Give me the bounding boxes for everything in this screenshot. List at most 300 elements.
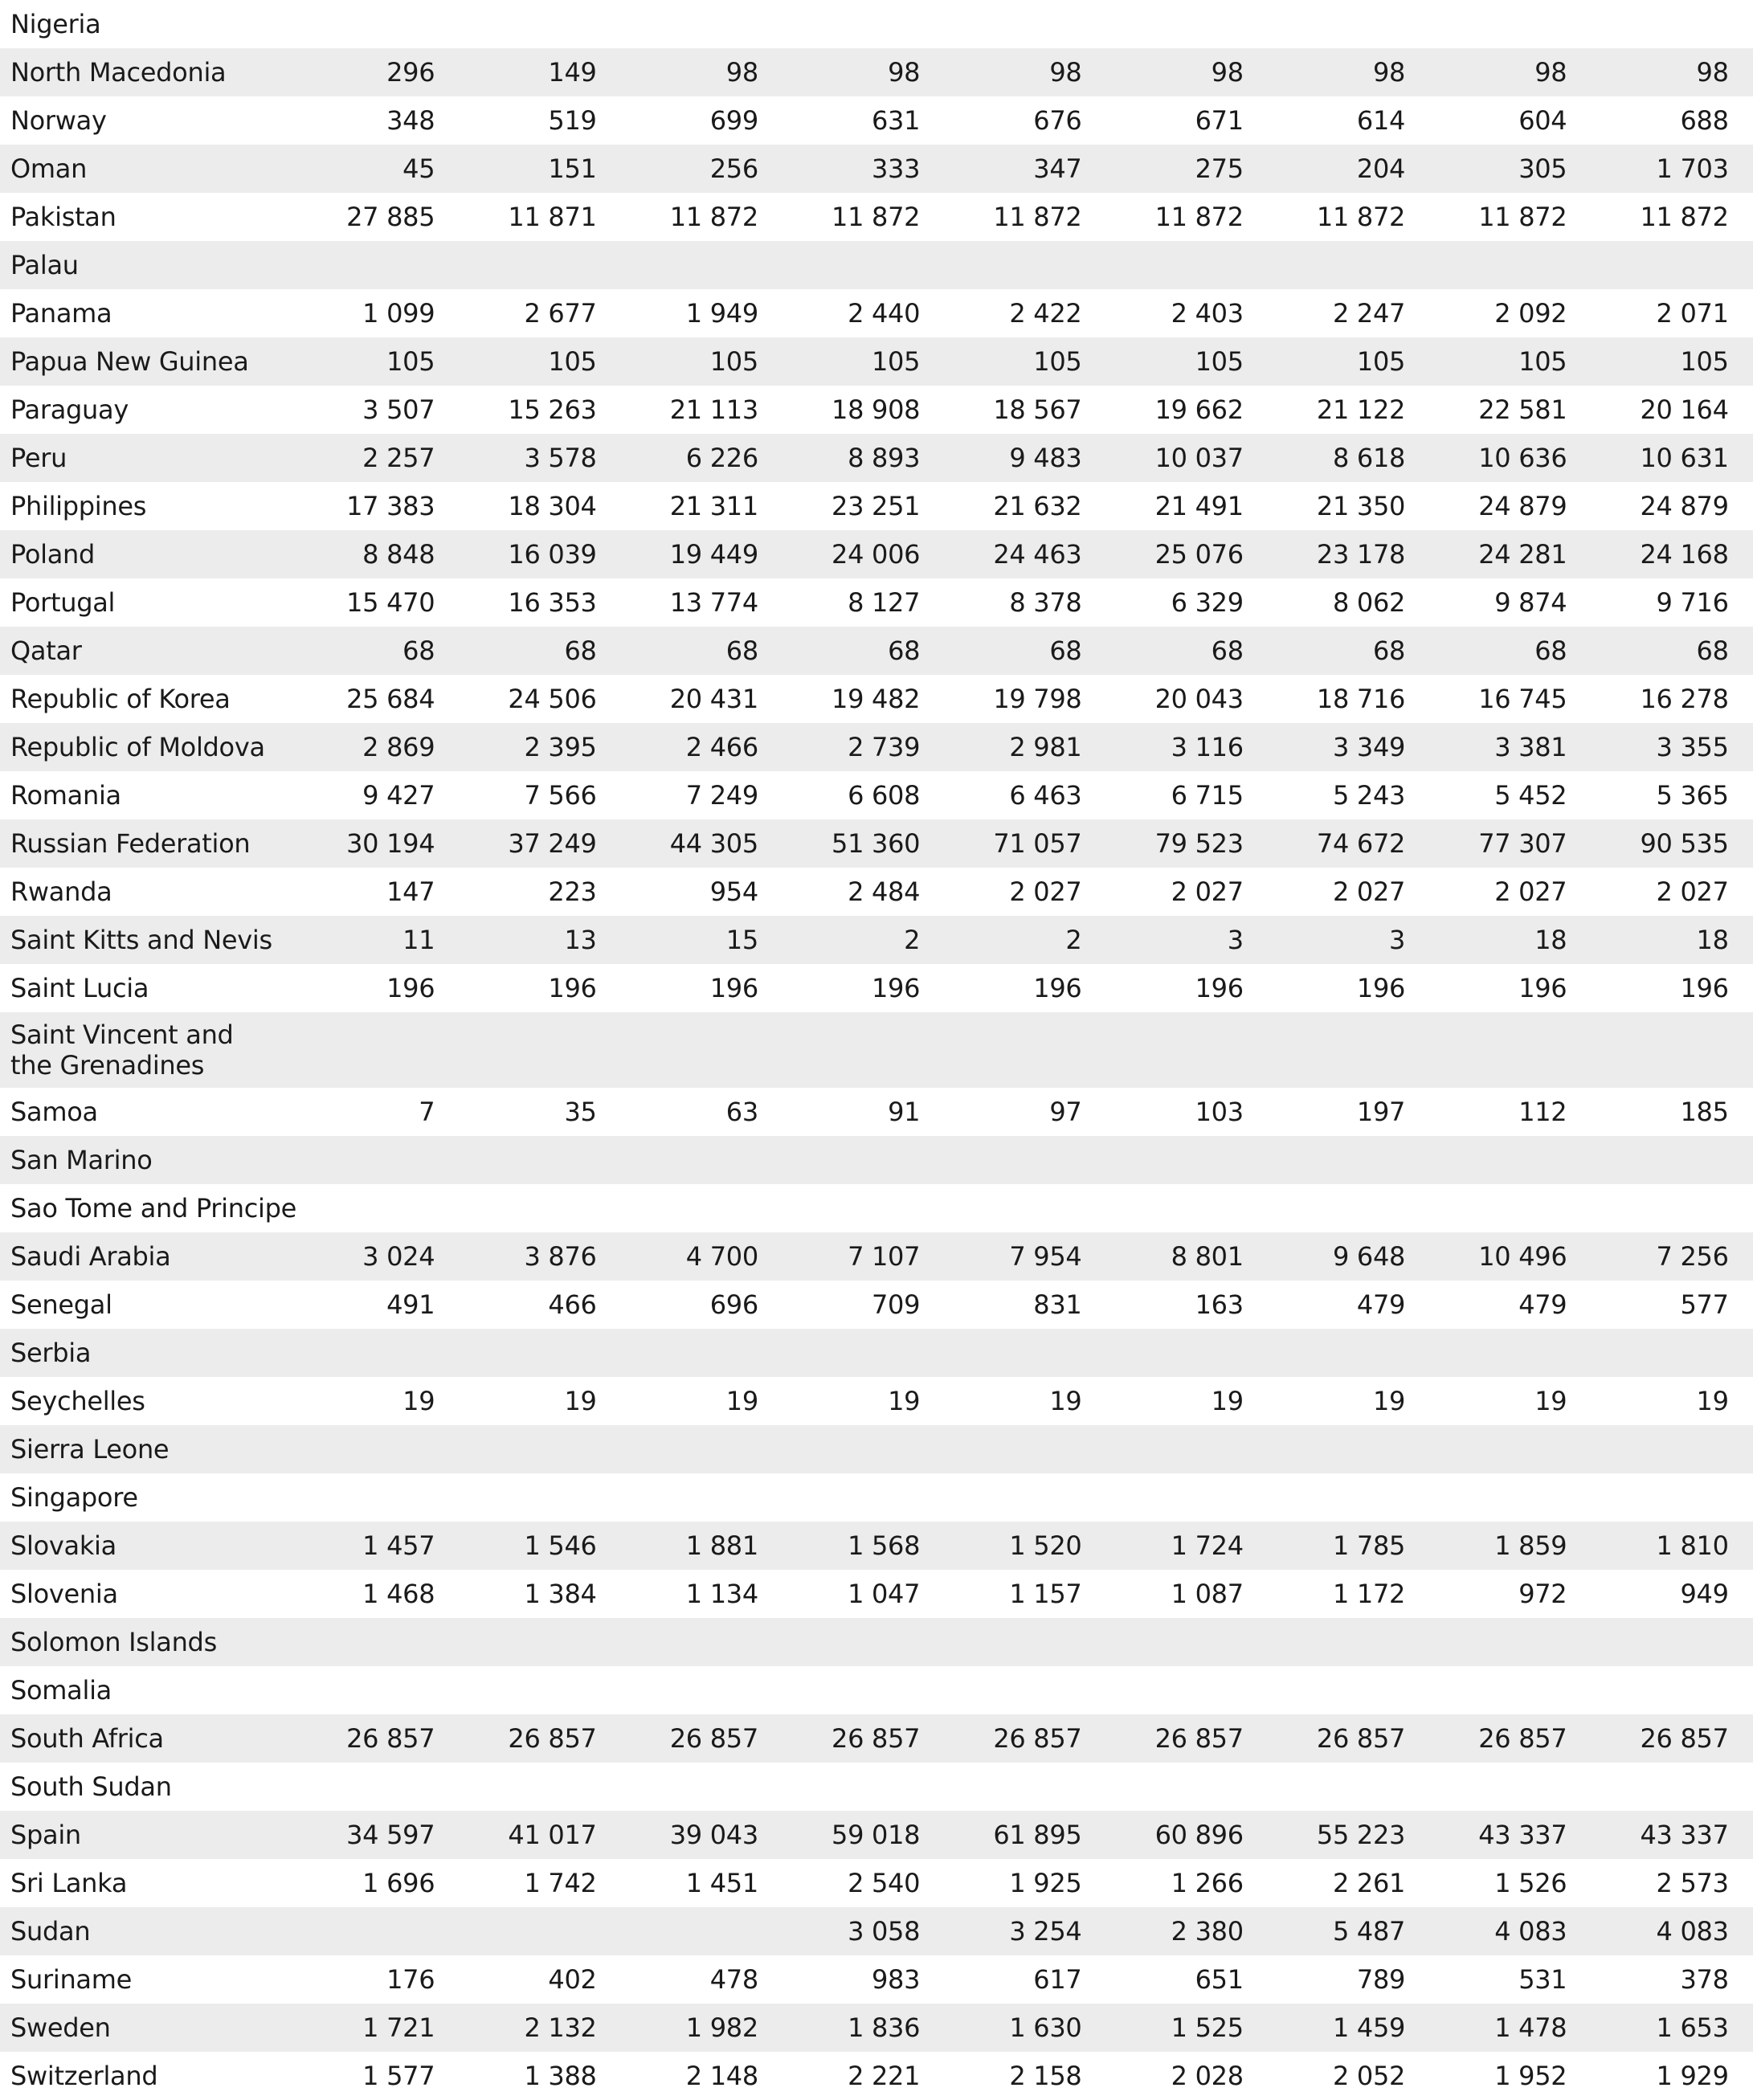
table-cell: 196 (548, 973, 597, 1003)
table-cell: 105 (1195, 346, 1244, 377)
table-cell: 5 365 (1656, 780, 1729, 811)
table-cell: 531 (1518, 1964, 1567, 1995)
table-row (0, 1907, 1753, 1955)
table-cell: 2 221 (848, 2061, 921, 2091)
table-cell: 25 076 (1154, 539, 1244, 570)
table-cell: 1 836 (848, 2012, 921, 2043)
table-cell: 1 929 (1656, 2061, 1729, 2091)
table-cell: 26 857 (1478, 1723, 1567, 1754)
table-cell: 19 (1211, 1386, 1244, 1416)
table-cell: 7 (419, 1097, 435, 1127)
table-row (0, 48, 1753, 96)
table-cell: 2 422 (1009, 298, 1082, 329)
country-name: Palau (10, 250, 79, 280)
table-cell: 1 925 (1009, 1868, 1082, 1898)
table-cell: 5 452 (1494, 780, 1567, 811)
table-cell: 6 329 (1171, 587, 1244, 618)
table-cell: 16 039 (508, 539, 597, 570)
table-cell: 1 630 (1009, 2012, 1082, 2043)
table-row (0, 723, 1753, 771)
table-cell: 16 353 (508, 587, 597, 618)
table-cell: 1 157 (1009, 1579, 1082, 1609)
table-cell: 21 113 (669, 394, 758, 425)
country-name: Spain (10, 1820, 81, 1850)
country-name: Switzerland (10, 2061, 158, 2091)
table-cell: 19 (1696, 1386, 1729, 1416)
table-cell: 63 (725, 1097, 758, 1127)
table-cell: 2 027 (1171, 876, 1244, 907)
table-cell: 7 256 (1656, 1241, 1729, 1272)
table-cell: 35 (564, 1097, 597, 1127)
table-cell: 8 801 (1171, 1241, 1244, 1272)
table-cell: 2 027 (1009, 876, 1082, 907)
table-row (0, 241, 1753, 289)
table-cell: 2 403 (1171, 298, 1244, 329)
country-name: Solomon Islands (10, 1627, 217, 1657)
table-row (0, 96, 1753, 145)
table-cell: 163 (1195, 1289, 1244, 1320)
table-cell: 18 908 (832, 394, 921, 425)
table-row (0, 868, 1753, 916)
table-cell: 1 577 (362, 2061, 435, 2091)
table-cell: 26 857 (1316, 1723, 1406, 1754)
table-cell: 21 311 (669, 491, 758, 521)
table-cell: 651 (1195, 1964, 1244, 1995)
country-name: Sierra Leone (10, 1434, 170, 1465)
country-name: Republic of Moldova (10, 732, 265, 762)
table-cell: 68 (1372, 635, 1406, 666)
table-cell: 185 (1680, 1097, 1729, 1127)
country-name: Peru (10, 443, 67, 473)
table-cell: 3 058 (848, 1916, 921, 1947)
table-cell: 2 132 (524, 2012, 597, 2043)
table-row (0, 1522, 1753, 1570)
table-cell: 98 (1211, 57, 1244, 88)
country-name: Senegal (10, 1289, 112, 1320)
table-cell: 11 872 (1640, 202, 1729, 232)
table-cell: 1 459 (1332, 2012, 1406, 2043)
table-row (0, 1473, 1753, 1522)
table-cell: 59 018 (832, 1820, 921, 1850)
table-cell: 1 384 (524, 1579, 597, 1609)
table-row (0, 1012, 1753, 1088)
table-cell: 71 057 (993, 828, 1082, 859)
table-cell: 1 785 (1332, 1530, 1406, 1561)
table-cell: 972 (1518, 1579, 1567, 1609)
table-row (0, 1425, 1753, 1473)
table-cell: 105 (1680, 346, 1729, 377)
table-cell: 204 (1356, 153, 1406, 184)
table-cell: 18 716 (1316, 684, 1406, 714)
table-cell: 1 451 (685, 1868, 758, 1898)
table-cell: 19 (564, 1386, 597, 1416)
table-cell: 3 507 (362, 394, 435, 425)
table-cell: 671 (1195, 105, 1244, 136)
table-cell: 98 (1534, 57, 1567, 88)
table-row (0, 1666, 1753, 1714)
table-cell: 402 (548, 1964, 597, 1995)
table-cell: 39 043 (669, 1820, 758, 1850)
table-cell: 16 278 (1640, 684, 1729, 714)
table-cell: 105 (872, 346, 921, 377)
table-cell: 196 (386, 973, 435, 1003)
table-cell: 3 876 (524, 1241, 597, 1272)
country-name: Somalia (10, 1675, 112, 1706)
country-name: Philippines (10, 491, 147, 521)
country-name: Singapore (10, 1482, 138, 1513)
table-cell: 2 028 (1171, 2061, 1244, 2091)
table-row (0, 1184, 1753, 1232)
table-cell: 21 632 (993, 491, 1082, 521)
table-cell: 1 525 (1171, 2012, 1244, 2043)
country-name: Nigeria (10, 9, 101, 39)
table-cell: 24 281 (1478, 539, 1567, 570)
table-cell: 333 (872, 153, 921, 184)
table-cell: 19 (1372, 1386, 1406, 1416)
table-cell: 68 (1211, 635, 1244, 666)
table-cell: 98 (1372, 57, 1406, 88)
table-cell: 68 (1049, 635, 1082, 666)
table-cell: 11 (402, 925, 435, 955)
table-cell: 6 463 (1009, 780, 1082, 811)
table-cell: 11 871 (508, 202, 597, 232)
table-cell: 7 566 (524, 780, 597, 811)
country-name: Sri Lanka (10, 1868, 128, 1898)
country-name: South Africa (10, 1723, 164, 1754)
table-cell: 1 546 (524, 1530, 597, 1561)
table-cell: 699 (709, 105, 758, 136)
table-cell: 11 872 (669, 202, 758, 232)
table-cell: 3 254 (1009, 1916, 1082, 1947)
table-row (0, 289, 1753, 337)
table-cell: 3 (1389, 925, 1406, 955)
table-cell: 1 099 (362, 298, 435, 329)
table-cell: 2 981 (1009, 732, 1082, 762)
table-cell: 8 848 (362, 539, 435, 570)
country-name: Portugal (10, 587, 116, 618)
table-cell: 1 388 (524, 2061, 597, 2091)
table-cell: 2 092 (1494, 298, 1567, 329)
table-row (0, 530, 1753, 578)
table-cell: 2 148 (685, 2061, 758, 2091)
table-cell: 7 107 (848, 1241, 921, 1272)
table-row (0, 1763, 1753, 1811)
table-row (0, 482, 1753, 530)
table-cell: 105 (1356, 346, 1406, 377)
table-cell: 77 307 (1478, 828, 1567, 859)
table-cell: 26 857 (346, 1723, 435, 1754)
table-cell: 27 885 (346, 202, 435, 232)
table-cell: 1 468 (362, 1579, 435, 1609)
table-row (0, 2004, 1753, 2052)
table-cell: 631 (872, 105, 921, 136)
table-cell: 9 716 (1656, 587, 1729, 618)
table-cell: 44 305 (669, 828, 758, 859)
country-name: Saint Kitts and Nevis (10, 925, 272, 955)
table-cell: 5 487 (1332, 1916, 1406, 1947)
table-cell: 1 952 (1494, 2061, 1567, 2091)
table-cell: 98 (1696, 57, 1729, 88)
table-row (0, 578, 1753, 627)
country-name: Suriname (10, 1964, 132, 1995)
country-name: Qatar (10, 635, 82, 666)
country-name: Rwanda (10, 876, 112, 907)
table-cell: 1 047 (848, 1579, 921, 1609)
table-cell: 91 (888, 1097, 921, 1127)
table-cell: 2 257 (362, 443, 435, 473)
table-cell: 604 (1518, 105, 1567, 136)
table-cell: 378 (1680, 1964, 1729, 1995)
table-cell: 2 440 (848, 298, 921, 329)
table-cell: 21 491 (1154, 491, 1244, 521)
table-row (0, 2052, 1753, 2100)
table-row (0, 964, 1753, 1012)
table-cell: 13 774 (669, 587, 758, 618)
table-cell: 2 466 (685, 732, 758, 762)
table-cell: 41 017 (508, 1820, 597, 1850)
table-cell: 491 (386, 1289, 435, 1320)
country-name: Sweden (10, 2012, 111, 2043)
table-cell: 5 243 (1332, 780, 1406, 811)
table-cell: 11 872 (993, 202, 1082, 232)
table-cell: 1 520 (1009, 1530, 1082, 1561)
table-row (0, 337, 1753, 386)
table-cell: 2 869 (362, 732, 435, 762)
table-cell: 296 (386, 57, 435, 88)
table-cell: 68 (564, 635, 597, 666)
table-cell: 8 378 (1009, 587, 1082, 618)
table-cell: 10 496 (1478, 1241, 1567, 1272)
table-cell: 954 (709, 876, 758, 907)
table-cell: 149 (548, 57, 597, 88)
table-cell: 478 (709, 1964, 758, 1995)
table-cell: 26 857 (508, 1723, 597, 1754)
table-cell: 68 (725, 635, 758, 666)
table-cell: 20 043 (1154, 684, 1244, 714)
table-cell: 2 380 (1171, 1916, 1244, 1947)
table-cell: 19 (1049, 1386, 1082, 1416)
table-cell: 90 535 (1640, 828, 1729, 859)
table-cell: 676 (1033, 105, 1082, 136)
table-cell: 1 087 (1171, 1579, 1244, 1609)
table-cell: 3 116 (1171, 732, 1244, 762)
table-cell: 6 226 (685, 443, 758, 473)
country-name: Republic of Korea (10, 684, 231, 714)
table-cell: 9 427 (362, 780, 435, 811)
table-cell: 103 (1195, 1097, 1244, 1127)
table-cell: 9 648 (1332, 1241, 1406, 1272)
country-name: Paraguay (10, 394, 129, 425)
table-cell: 2 027 (1494, 876, 1567, 907)
table-cell: 1 703 (1656, 153, 1729, 184)
table-cell: 26 857 (1154, 1723, 1244, 1754)
table-row (0, 1714, 1753, 1763)
table-cell: 37 249 (508, 828, 597, 859)
table-cell: 24 463 (993, 539, 1082, 570)
country-name: North Macedonia (10, 57, 227, 88)
table-cell: 466 (548, 1289, 597, 1320)
table-cell: 1 949 (685, 298, 758, 329)
country-name: Papua New Guinea (10, 346, 249, 377)
table-row (0, 145, 1753, 193)
table-cell: 3 024 (362, 1241, 435, 1272)
table-cell: 8 062 (1332, 587, 1406, 618)
table-cell: 30 194 (346, 828, 435, 859)
table-cell: 1 742 (524, 1868, 597, 1898)
table-cell: 1 526 (1494, 1868, 1567, 1898)
table-cell: 2 395 (524, 732, 597, 762)
table-cell: 21 350 (1316, 491, 1406, 521)
table-cell: 18 (1534, 925, 1567, 955)
table-cell: 19 (1534, 1386, 1567, 1416)
table-cell: 17 383 (346, 491, 435, 521)
table-cell: 19 449 (669, 539, 758, 570)
table-cell: 60 896 (1154, 1820, 1244, 1850)
table-cell: 98 (725, 57, 758, 88)
table-cell: 305 (1518, 153, 1567, 184)
table-cell: 256 (709, 153, 758, 184)
table-cell: 105 (386, 346, 435, 377)
table-cell: 577 (1680, 1289, 1729, 1320)
table-cell: 105 (1033, 346, 1082, 377)
country-name: Saint Lucia (10, 973, 149, 1003)
table-cell: 98 (1049, 57, 1082, 88)
table-cell: 18 (1696, 925, 1729, 955)
table-cell: 3 381 (1494, 732, 1567, 762)
table-cell: 176 (386, 1964, 435, 1995)
table-cell: 6 715 (1171, 780, 1244, 811)
table-row (0, 193, 1753, 241)
table-row (0, 1377, 1753, 1425)
table-cell: 4 083 (1656, 1916, 1729, 1947)
table-cell: 2 573 (1656, 1868, 1729, 1898)
table-cell: 45 (402, 153, 435, 184)
table-cell: 9 874 (1494, 587, 1567, 618)
table-cell: 2 540 (848, 1868, 921, 1898)
table-cell: 26 857 (832, 1723, 921, 1754)
table-cell: 2 247 (1332, 298, 1406, 329)
table-cell: 16 745 (1478, 684, 1567, 714)
country-name: Saint Vincent and the Grenadines (10, 1019, 234, 1081)
table-cell: 2 158 (1009, 2061, 1082, 2091)
table-cell: 24 879 (1640, 491, 1729, 521)
table-cell: 68 (1696, 635, 1729, 666)
table-cell: 2 677 (524, 298, 597, 329)
table-cell: 1 721 (362, 2012, 435, 2043)
table-cell: 19 (888, 1386, 921, 1416)
table-cell: 3 (1227, 925, 1244, 955)
country-name: Romania (10, 780, 121, 811)
table-cell: 2 071 (1656, 298, 1729, 329)
table-row (0, 819, 1753, 868)
table-cell: 11 872 (1316, 202, 1406, 232)
table-cell: 519 (548, 105, 597, 136)
table-cell: 1 810 (1656, 1530, 1729, 1561)
table-cell: 3 355 (1656, 732, 1729, 762)
country-name: South Sudan (10, 1771, 172, 1802)
table-cell: 617 (1033, 1964, 1082, 1995)
table-cell: 4 083 (1494, 1916, 1567, 1947)
table-cell: 20 164 (1640, 394, 1729, 425)
table-cell: 275 (1195, 153, 1244, 184)
table-row (0, 1136, 1753, 1184)
table-cell: 105 (1518, 346, 1567, 377)
table-cell: 19 798 (993, 684, 1082, 714)
country-name: Oman (10, 153, 88, 184)
table-cell: 26 857 (993, 1723, 1082, 1754)
country-name: Samoa (10, 1097, 98, 1127)
country-name: Sao Tome and Principe (10, 1193, 297, 1224)
table-cell: 43 337 (1478, 1820, 1567, 1850)
table-cell: 614 (1356, 105, 1406, 136)
table-cell: 2 027 (1332, 876, 1406, 907)
table-cell: 55 223 (1316, 1820, 1406, 1850)
table-cell: 79 523 (1154, 828, 1244, 859)
table-cell: 1 457 (362, 1530, 435, 1561)
table-cell: 4 700 (685, 1241, 758, 1272)
table-row (0, 627, 1753, 675)
table-cell: 19 482 (832, 684, 921, 714)
table-cell: 1 653 (1656, 2012, 1729, 2043)
table-cell: 15 470 (346, 587, 435, 618)
table-cell: 61 895 (993, 1820, 1082, 1850)
table-row (0, 1618, 1753, 1666)
table-cell: 15 (725, 925, 758, 955)
table-cell: 11 872 (1478, 202, 1567, 232)
country-name: Slovakia (10, 1530, 116, 1561)
country-name: Norway (10, 105, 107, 136)
table-cell: 983 (872, 1964, 921, 1995)
table-cell: 3 349 (1332, 732, 1406, 762)
table-row (0, 434, 1753, 482)
table-row (0, 1329, 1753, 1377)
table-cell: 196 (872, 973, 921, 1003)
country-name: Panama (10, 298, 112, 329)
table-cell: 2 484 (848, 876, 921, 907)
country-name: Poland (10, 539, 96, 570)
table-cell: 2 261 (1332, 1868, 1406, 1898)
table-cell: 19 (402, 1386, 435, 1416)
table-row (0, 1955, 1753, 2004)
table-cell: 789 (1356, 1964, 1406, 1995)
table-cell: 6 608 (848, 780, 921, 811)
table-cell: 10 037 (1154, 443, 1244, 473)
table-cell: 196 (1356, 973, 1406, 1003)
table-cell: 9 483 (1009, 443, 1082, 473)
table-cell: 479 (1518, 1289, 1567, 1320)
table-cell: 696 (709, 1289, 758, 1320)
table-cell: 151 (548, 153, 597, 184)
country-name: Serbia (10, 1338, 92, 1368)
table-cell: 13 (564, 925, 597, 955)
table-cell: 74 672 (1316, 828, 1406, 859)
table-cell: 709 (872, 1289, 921, 1320)
table-cell: 2 (904, 925, 921, 955)
table-cell: 24 168 (1640, 539, 1729, 570)
table-cell: 8 127 (848, 587, 921, 618)
table-cell: 196 (1033, 973, 1082, 1003)
table-cell: 43 337 (1640, 1820, 1729, 1850)
table-cell: 68 (1534, 635, 1567, 666)
table-cell: 51 360 (832, 828, 921, 859)
table-cell: 1 982 (685, 2012, 758, 2043)
table-cell: 949 (1680, 1579, 1729, 1609)
table-row (0, 916, 1753, 964)
table-cell: 2 (1065, 925, 1082, 955)
country-name: Sudan (10, 1916, 91, 1947)
table-cell: 8 893 (848, 443, 921, 473)
table-row (0, 0, 1753, 48)
